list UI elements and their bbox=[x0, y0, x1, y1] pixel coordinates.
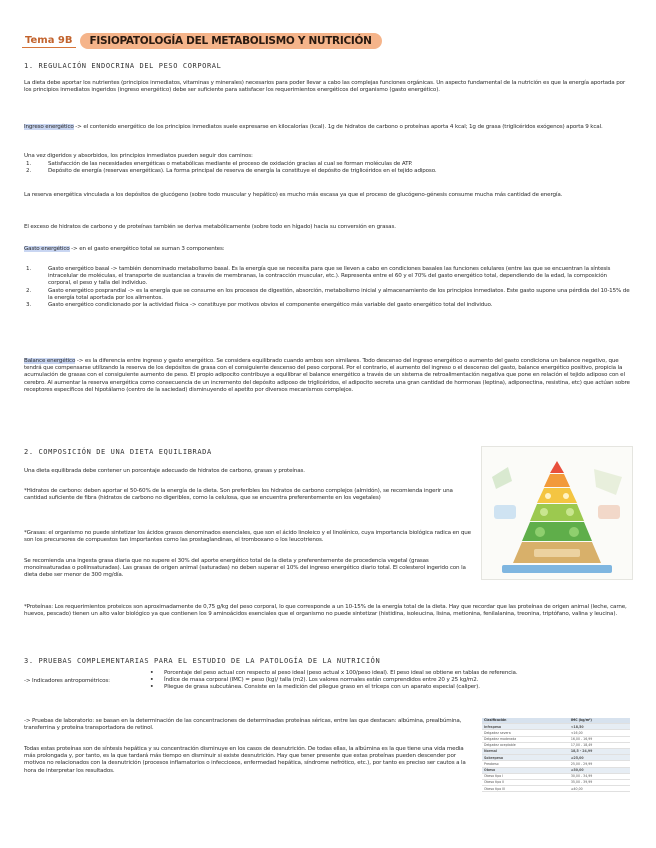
table-cell-bmi: ≥30,00 bbox=[569, 767, 630, 773]
s1-ingreso bbox=[24, 124, 630, 131]
s1-reserva: La reserva energética vinculada a los depósitos de glucógeno (sobre todo muscular y hepático) es mucho más escasa ya que el proceso de glucógeno-génesis consume mucha más cantidad de energía. bbox=[24, 192, 563, 198]
list-text: Gasto energético posprandial -> es la energía que se consume en los procesos de digestión, absorción, metabolismo inicial y almacenamiento de los principios inmediatos. Este gasto supone una pérdida del 10-15% de la energía total aportada por los alimentos. bbox=[48, 287, 630, 301]
table-row bbox=[482, 786, 630, 792]
table-cell-classification: Sobrepeso bbox=[482, 755, 569, 761]
list-item bbox=[24, 168, 630, 175]
list-text: Satisfacción de las necesidades energéticas o metabólicas mediante el proceso de oxidación gracias al cual se forman moléculas de ATP. bbox=[48, 161, 413, 167]
table-cell-classification: Obeso tipo III bbox=[482, 786, 569, 792]
componentes-list bbox=[24, 266, 630, 309]
s2-grasas-recomendacion: Se recomienda una ingesta grasa diaria que no supere el 30% del aporte energético total de la dieta y preferentemente de procedencia vegetal (grasas monoinsaturadas o poliinsaturadas). Las grasas de origen animal (saturadas) no deben superar el 10% del ingreso energético diario total. El colesterol ingerido con la dieta debe ser menor de 300 mg/día. bbox=[24, 558, 466, 579]
ingreso-text: -> el contenido energético de los principios inmediatos suele expresarse en kilocalorías (kcal). 1g de hidratos de carbono o proteínas aporta 4 kcal; 1g de grasa (triglicéridos exógenos) aporta 9 kcal. bbox=[73, 124, 603, 130]
list-text: Gasto energético basal -> también denominado metabolismo basal. Es la energía que se necesita para que se lleven a cabo en condiciones basales las funciones celulares (entre las que se encuentran la síntesis intracelular de moléculas, el transporte de sustancias a través de membranas, la contracción muscular, etc.). Representa entre el 60 y el 70% del gasto energético total, dependiendo de la edad, la composición corporal, el peso y talla del individuo. bbox=[48, 266, 611, 287]
list-text: Pliegue de grasa subcutánea. Consiste en la medición del pliegue graso en el tríceps con un aparato especial (caliper). bbox=[164, 684, 480, 691]
table-cell-classification: Preobeso bbox=[482, 761, 569, 767]
section-1-heading: 1. REGULACIÓN ENDOCRINA DEL PESO CORPORAL bbox=[24, 62, 222, 70]
list-number: 3. bbox=[26, 302, 32, 309]
food-pyramid-graphic bbox=[482, 447, 632, 579]
gasto-term: Gasto energético bbox=[24, 246, 70, 252]
s1-gasto bbox=[24, 246, 630, 253]
list-item bbox=[24, 266, 630, 288]
s3-sintesis: Todas estas proteínas son de síntesis hepática y su concentración disminuye en los casos de desnutrición. De todas ellas, la albúmina es la que tiene una vida media más prolongada y, por tanto, es la que tardará más tiempo en disminuir si existe desnutrición. Hay que tener presente que estas proteínas pueden descender por motivos no relacionados con la desnutrición (procesos inflamatorios o infecciosos, enfermedad hepática, síndrome nefrótico, etc.), por tanto es preciso ser cautos a la hora de interpretar los resultados. bbox=[24, 746, 466, 774]
bullet-icon: • bbox=[150, 677, 154, 684]
table-cell-bmi: <18,50 bbox=[569, 724, 630, 730]
bullet-icon: • bbox=[150, 670, 154, 676]
food-pyramid-image bbox=[481, 446, 633, 580]
list-text: Gasto energético condicionado por la actividad física -> constituye por motivos obvios el componente energético más variable del gasto energético total del individuo. bbox=[48, 302, 493, 309]
s1-exceso: El exceso de hidratos de carbono y de proteínas también se deriva metabólicamente (sobre todo en hígado) hacia su conversión en grasas. bbox=[24, 224, 396, 230]
s1-balance bbox=[24, 358, 630, 394]
list-text: Índice de masa corporal (IMC) = peso (kg)/ talla (m2). Los valores normales están comprendidos entre 20 y 25 kg/m2. bbox=[164, 677, 479, 684]
balance-text: -> es la diferencia entre ingreso y gasto energético. Se considera equilibrado cuando ambos son similares. Todo descenso del ingreso energético o aumento del gasto condiciona un balance negativo, que tendrá que compensarse utilizando la reserva de los depósitos de grasa con el consiguiente descenso del peso corporal. Por el contrario, el aumento del ingreso o el descenso del gasto, balance energético positivo, propicia la acumulación de grasas con el consiguiente aumento de peso. El propio adipocito contribuye a equilibrar el balance energético a través de un sistema de retroalimentación negativa que pone en relación el tejido adiposo con el cerebro. Al aumentar la reserva energética como consecuencia de un incremento del depósito adiposo de triglicéridos, el adipocito secreta una gran cantidad de hormonas (leptina), adiponectina, resistina, etc) que actúan sobre receptores específicos del hipotálamo (centro de la saciedad) disminuyendo el apetito por diversos mecanismos complejos. bbox=[24, 358, 630, 393]
table-cell-bmi: 25,00 - 29,99 bbox=[569, 761, 630, 767]
table-cell-bmi: <16,00 bbox=[569, 730, 630, 736]
table-cell-bmi: 16,00 - 16,99 bbox=[569, 736, 630, 742]
table-header: Clasificación bbox=[482, 718, 569, 724]
list-number: 2. bbox=[26, 168, 32, 175]
balance-term: Balance energético bbox=[24, 358, 76, 364]
list-item bbox=[24, 302, 630, 309]
section-2-heading: 2. COMPOSICIÓN DE UNA DIETA EQUILIBRADA bbox=[24, 448, 212, 456]
bmi-table bbox=[482, 718, 630, 792]
table-cell-bmi: 17,00 - 18,49 bbox=[569, 742, 630, 748]
bullet-icon: • bbox=[150, 684, 154, 691]
s2-proteinas: *Proteínas: Los requerimientos proteicos son aproximadamente de 0,75 g/kg del peso corporal, lo que corresponde a un 10-15% de la energía total de la dieta. Hay que recordar que las proteínas de origen animal (leche, carne, huevos, pescado) tienen un alto valor biológico ya que contienen los 9 aminoácidos esenciales que el organismo no puede sintetizar (histidina, isoleucina, lisina, metionina, fenilalanina, treonina, triptófano, valina y leucina). bbox=[24, 604, 627, 618]
table-cell-classification: Obeso bbox=[482, 767, 569, 773]
antropometricos-list bbox=[150, 670, 630, 692]
list-text: Porcentaje del peso actual con respecto al peso ideal (peso actual x 100/peso ideal). El peso ideal se obtiene en tablas de referencia. bbox=[164, 670, 518, 676]
gasto-text: -> en el gasto energético total se suman 3 componentes: bbox=[69, 246, 225, 252]
table-cell-classification: Obeso tipo I bbox=[482, 773, 569, 779]
table-cell-bmi: ≥25,00 bbox=[569, 755, 630, 761]
s2-hidratos: *Hidratos de carbono: deben aportar el 50-60% de la energía de la dieta. Son preferibles los hidratos de carbono complejos (almidón), se recomienda ingerir una cantidad suficiente de fibra (hidratos de carbono no digeribles, como la celulosa, que se encuentra preferentemente en los vegetales) bbox=[24, 488, 453, 502]
table-cell-classification: Delgadez aceptable bbox=[482, 742, 569, 748]
section-3-heading: 3. PRUEBAS COMPLEMENTARIAS PARA EL ESTUDIO DE LA PATOLOGÍA DE LA NUTRICIÓN bbox=[24, 657, 381, 665]
s2-grasas: *Grasas: el organismo no puede sintetizar los ácidos grasos denominados esenciales, que son el ácido linoleico y el linolénico, cuya importancia biológica radica en que son los precursores de compuestos tan importantes como las prostaglandinas, el tromboxano o los leucotrienos. bbox=[24, 530, 471, 544]
s2-intro: Una dieta equilibrada debe contener un porcentaje adecuado de hidratos de carbono, grasas y proteínas. bbox=[24, 468, 305, 474]
table-cell-bmi: 35,00 - 39,99 bbox=[569, 779, 630, 785]
bmi-table-body bbox=[482, 724, 630, 792]
table-cell-bmi: 30,00 - 34,99 bbox=[569, 773, 630, 779]
table-cell-classification: Delgadez severa bbox=[482, 730, 569, 736]
table-cell-classification: Infrapeso bbox=[482, 724, 569, 730]
list-number: 1. bbox=[26, 161, 32, 167]
list-text: Depósito de energía (reservas energéticas). La forma principal de reserva de energía la constituye el depósito de triglicéridos en el tejido adiposo. bbox=[48, 168, 437, 175]
list-number: 2. bbox=[26, 287, 32, 294]
s1-intro: La dieta debe aportar los nutrientes (principios inmediatos, vitaminas y minerales) necesarios para poder llevar a cabo las complejas funciones orgánicas. Un aspecto fundamental de la nutrición es que la energía aportada por los principios inmediatos ingeridos (ingreso energético) debe ser suficiente para satisfacer los requerimientos energéticos del organismo (gasto energético). bbox=[24, 80, 626, 94]
table-cell-classification: Delgadez moderada bbox=[482, 736, 569, 742]
table-header: IMC (kg/m²) bbox=[569, 718, 630, 724]
document-header bbox=[22, 31, 382, 51]
table-cell-bmi: ≥40,00 bbox=[569, 786, 630, 792]
page-title: FISIOPATOLOGÍA DEL METABOLISMO Y NUTRICIÓN bbox=[80, 33, 382, 49]
s1-caminos-intro: Una vez digeridos y absorbidos, los principios inmediatos pueden seguir dos caminos: bbox=[24, 153, 253, 159]
antropometricos-label: -> Indicadores antropométricos: bbox=[24, 678, 110, 684]
table-cell-bmi: 18,5 - 24,99 bbox=[569, 748, 630, 754]
ingreso-term: Ingreso energético bbox=[24, 124, 74, 130]
table-cell-classification: Normal bbox=[482, 748, 569, 754]
list-item bbox=[24, 288, 630, 302]
caminos-list bbox=[24, 161, 630, 175]
table-cell-classification: Obeso tipo II bbox=[482, 779, 569, 785]
list-number: 1. bbox=[26, 266, 32, 272]
topic-label: Tema 9B bbox=[22, 35, 76, 48]
list-item bbox=[150, 684, 630, 691]
s3-laboratorio: -> Pruebas de laboratorio: se basan en la determinación de las concentraciones de determinadas proteínas séricas, entre las que destacan: albúmina, prealbúmina, transferrina y proteína transportadora de retinol. bbox=[24, 718, 462, 732]
